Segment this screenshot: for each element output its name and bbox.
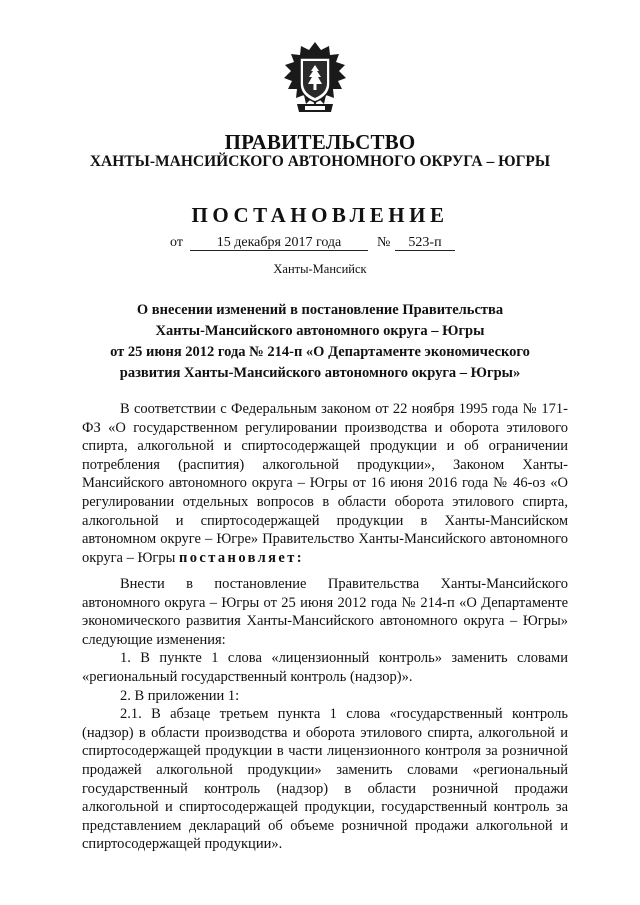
preamble-block bbox=[82, 400, 568, 567]
government-title: ПРАВИТЕЛЬСТВО bbox=[224, 130, 416, 154]
date-prefix: от bbox=[170, 235, 183, 250]
coat-of-arms-icon bbox=[275, 40, 355, 118]
preamble-text: В соответствии с Федеральным законом от 22 ноября 1995 года № 171-ФЗ «О государственном регулировании производства и оборота этилового спирта, алкогольной и спиртосодержащей продукции и об ограничении потребления (распития) алкогольной продукции», Законом Ханты-Мансийского автономного округа – Югры от 16 июня 2016 года № 46-оз «О регулировании отдельных вопросов в области оборота этилового спирта, алкогольной и спиртосодержащей продукции в Ханты-Мансийском автономном округе – Югре» Правительство Ханты-Мансийского автономного округа – Югры bbox=[82, 401, 568, 566]
city-name: Ханты-Мансийск bbox=[273, 262, 367, 276]
item-2-paragraph: 2. В приложении 1: bbox=[120, 687, 240, 704]
document-date: 15 декабря 2017 года bbox=[190, 235, 368, 251]
document-type-title: ПОСТАНОВЛЕНИЕ bbox=[191, 203, 449, 227]
subject-line: развития Ханты-Мансийского автономного округа – Югры» bbox=[119, 365, 521, 381]
number-sign: № bbox=[377, 235, 391, 250]
item-2-1-paragraph: 2.1. В абзаце третьем пункта 1 слова «государственный контроль (надзор) в области производства и оборота этилового спирта, алкогольной и спиртосодержащей продукции в части лицензионного контроля за розничной продажей алкогольной продукции» заменить словами «региональный государственный контроль (надзор) в области розничной продажи алкогольной и спиртосодержащей продукции, государственный контроль за представлением деклараций об объеме розничной продажи алкогольной и спиртосодержащей продукции». bbox=[82, 706, 568, 853]
subject-line: от 25 июня 2012 года № 214-п «О Департаменте экономического bbox=[110, 344, 530, 360]
preamble-paragraph bbox=[82, 400, 568, 567]
subject-line: О внесении изменений в постановление Правительства bbox=[136, 302, 504, 318]
intro-paragraph: Внести в постановление Правительства Ханты-Мансийского автономного округа – Югры от 25 июня 2012 года № 214-п «О Департаменте экономического развития Ханты-Мансийского автономного округа – Югры» следующие изменения: bbox=[82, 576, 568, 648]
coat-of-arms-emblem bbox=[275, 40, 355, 118]
region-title: ХАНТЫ-МАНСИЙСКОГО АВТОНОМНОГО ОКРУГА – ЮГРЫ bbox=[89, 153, 551, 170]
resolves-word: постановляет: bbox=[178, 549, 305, 566]
item-1-paragraph: 1. В пункте 1 слова «лицензионный контроль» заменить словами «региональный государственный контроль (надзор)». bbox=[82, 650, 568, 685]
subject-line: Ханты-Мансийского автономного округа – Югры bbox=[155, 323, 485, 339]
document-subject bbox=[70, 300, 570, 384]
resolution-block bbox=[82, 575, 568, 854]
document-number: 523-п bbox=[395, 235, 455, 251]
